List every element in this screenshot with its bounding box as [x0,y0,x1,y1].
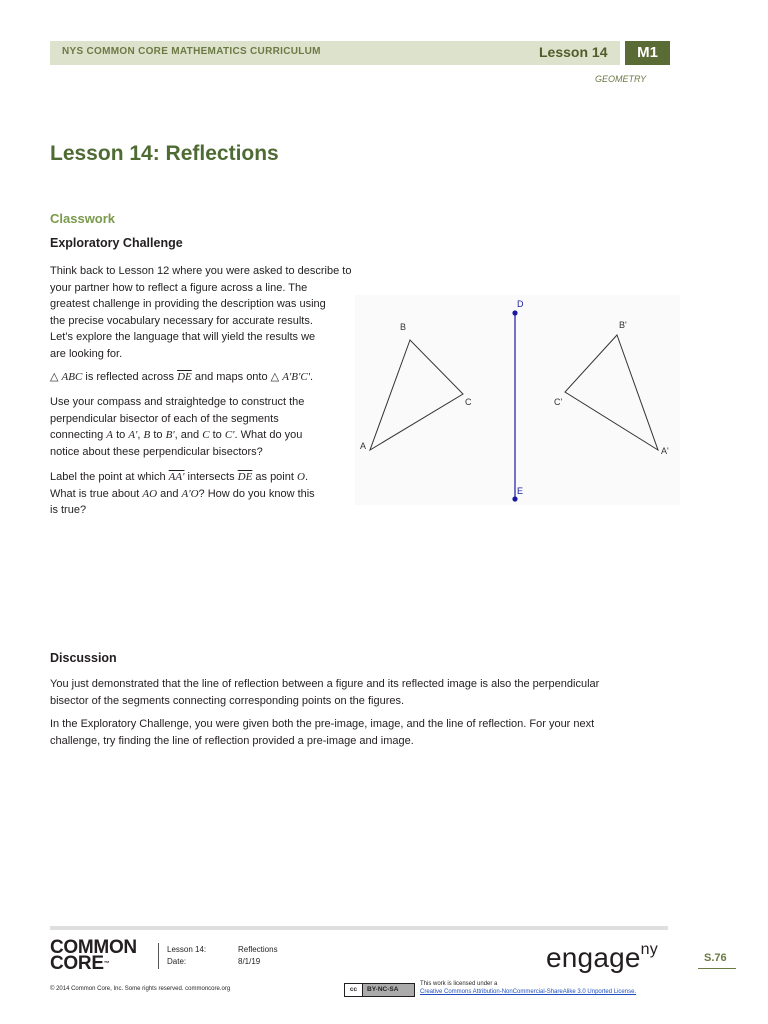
footer-lesson-value: Reflections [238,945,278,954]
cc-license-label: BY-NC-SA [367,986,399,993]
intro-line: your partner how to reflect a figure across a line. The [50,281,308,294]
discussion-line: challenge, try finding the line of reflection provided a pre-image and image. [50,734,414,747]
footer-date-label: Date: [167,957,187,966]
discussion-paragraph-1 [50,676,599,709]
statement-text: and maps onto [194,371,268,383]
point-o: O [296,471,305,483]
label-text: . [304,471,308,483]
discussion-line: In the Exploratory Challenge, you were given both the pre-image, image, and the line of reflection. For your next [50,718,595,730]
label-a-prime: A' [661,446,669,456]
connect-text: to [116,429,126,441]
triangle-abc: ABC [61,371,83,383]
subject-label: GEOMETRY [595,74,647,84]
lesson-number: Lesson 14 [539,44,608,60]
discussion-paragraph-2 [50,716,594,749]
footer-date-value: 8/1/19 [238,957,261,966]
point-c: C [202,429,210,441]
label-text: as point [255,471,294,483]
segment-ao: AO [142,487,158,500]
segment-a-prime-o: A'O [181,487,199,500]
point-b: B [143,429,151,441]
reflection-statement [50,369,313,386]
construct-paragraph [50,394,304,460]
intro-line: the precise vocabulary necessary for accurate results. [50,314,313,327]
creative-commons-badge[interactable] [344,983,415,997]
point-d-dot [512,310,517,315]
label-line [50,469,315,486]
what-text: and [160,487,179,500]
discussion-line: bisector of the segments connecting corresponding points on the figures. [50,694,405,707]
what-line [50,486,315,503]
construct-line: Use your compass and straightedge to construct the [50,396,305,408]
triangle-symbol: △ [50,371,59,383]
module-badge: M1 [625,41,670,65]
license-text [420,980,636,996]
label-d: D [517,299,524,309]
license-line: This work is licensed under a [420,981,498,987]
intro-line: greatest challenge in providing the description was using [50,298,326,310]
footer-divider [158,943,159,969]
what-text: ? How do you know this [198,487,315,500]
discussion-heading: Discussion [50,651,117,665]
engageny-logo [546,942,658,974]
intro-paragraph [50,263,351,362]
label-text: Label the point at which [50,471,166,483]
label-e: E [517,486,524,496]
connect-text: . What do you [234,429,303,441]
notice-line: notice about these perpendicular bisectors? [50,445,263,458]
label-a: A [360,441,367,451]
page-number: S.76 [704,952,727,964]
classwork-heading: Classwork [50,211,116,226]
license-link[interactable]: Creative Commons Attribution-NonCommercial-ShareAlike 3.0 Unported License. [420,989,637,995]
exploratory-heading: Exploratory Challenge [50,236,183,250]
label-c: C [465,397,472,407]
point-e-dot [512,496,517,501]
intro-line: are looking for. [50,347,123,360]
page-number-rule [698,968,736,969]
connect-text: , [137,429,141,441]
label-b: B [400,322,407,332]
ny-text: ny [640,941,658,958]
is-true-line: is true? [50,504,87,516]
intro-line: Think back to Lesson 12 where you were asked to describe to [50,265,352,277]
point-a: A [106,429,114,441]
triangle-abc-prime: A'B'C' [282,371,311,383]
connect-text: , and [174,429,200,441]
connect-line [50,427,304,444]
point-c-prime: C' [224,429,235,441]
label-paragraph [50,469,315,519]
engage-text: engage [546,942,641,973]
connect-text: connecting [50,429,104,441]
what-text: What is true about [50,487,140,500]
connect-text: to [212,429,222,441]
segment-de: $\overline{DE}$ [237,471,253,483]
triangle-symbol: △ [270,371,280,383]
curriculum-title: NYS COMMON CORE MATHEMATICS CURRICULUM [62,46,321,57]
page-title: Lesson 14: Reflections [50,142,279,165]
logo-top: COMMON [50,937,137,958]
intro-line: Let’s explore the language that will yield the results we [50,331,316,343]
point-a-prime: A' [128,429,138,441]
construct-line: perpendicular bisector of each of the segments [50,412,279,425]
connect-text: to [153,429,163,441]
logo-bottom: CORE [50,953,104,974]
statement-end: . [310,371,314,383]
footer-lesson-label: Lesson 14: [167,945,207,954]
copyright-text: © 2014 Common Core, Inc. Some rights reserved. commoncore.org [50,986,231,992]
label-b-prime: B' [619,320,627,330]
reflection-figure [355,295,680,505]
common-core-logo [50,937,137,974]
segment-aa-prime: AA' [168,471,185,483]
point-b-prime: B' [165,429,175,441]
label-c-prime: C' [554,397,563,407]
discussion-line: You just demonstrated that the line of reflection between a figure and its reflected image is also the perpendicular [50,678,600,690]
label-text: intersects [187,471,235,483]
statement-text: is reflected across [85,371,175,383]
footer-rule [50,926,668,930]
segment-de: $\overline{DE}$ [177,371,192,383]
logo-tm: ™ [103,961,110,967]
cc-icon: cc [345,984,363,996]
